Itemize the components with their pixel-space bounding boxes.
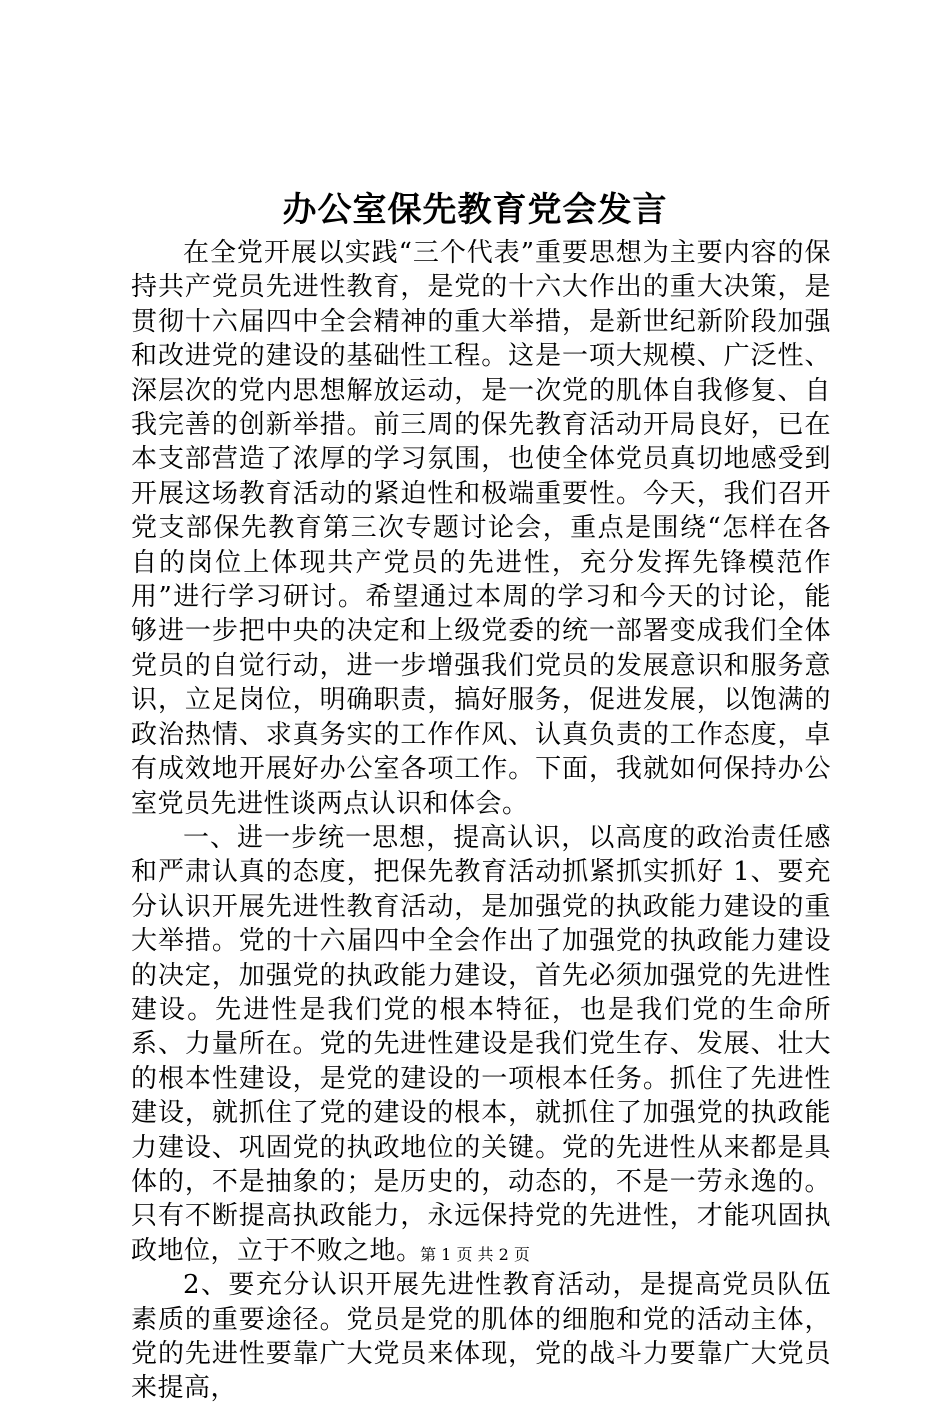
document-body [131, 236, 831, 1406]
paragraph-point-two: 2、要充分认识开展先进性教育活动，是提高党员队伍素质的重要途径。党员是党的肌体的细胞和党的活动主体，党的先进性要靠广大党员来体现，党的战斗力要靠广大党员来提高， [131, 1270, 831, 1404]
document-title: 办公室保先教育党会发言 [282, 190, 668, 230]
paragraph-intro: 在全党开展以实践“三个代表”重要思想为主要内容的保持共产党员先进性教育，是党的十六大作出的重大决策，是贯彻十六届四中全会精神的重大举措，是新世纪新阶段加强和改进党的建设的基础性工程。这是一项大规模、广泛性、深层次的党内思想解放运动，是一次党的肌体自我修复、自我完善的创新举措。前三周的保先教育活动开局良好，已在本支部营造了浓厚的学习氛围，也使全体党员真切地感受到开展这场教育活动的紧迫性和极端重要性。今天，我们召开党支部保先教育第三次专题讨论会，重点是围绕“怎样在各自的岗位上体现共产党员的先进性，充分发挥先锋模范作用”进行学习研讨。希望通过本周的学习和今天的讨论，能够进一步把中央的决定和上级党委的统一部署变成我们全体党员的自觉行动，进一步增强我们党员的发展意识和服务意识，立足岗位，明确职责，搞好服务，促进发展，以饱满的政治热情、求真务实的工作作风、认真负责的工作态度，卓有成效地开展好办公室各项工作。下面，我就如何保持办公室党员先进性谈两点认识和体会。 [131, 238, 831, 819]
paragraph-section-one: 一、进一步统一思想，提高认识，以高度的政治责任感和严肃认真的态度，把保先教育活动抓紧抓实抓好 1、要充分认识开展先进性教育活动，是加强党的执政能力建设的重大举措。党的十六届四中全会作出了加强党的执政能力建设的决定，加强党的执政能力建设，首先必须加强党的先进性建设。先进性是我们党的根本特征，也是我们党的生命所系、力量所在。党的先进性建设是我们党生存、发展、壮大的根本性建设，是党的建设的一项根本任务。抓住了先进性建设，就抓住了党的建设的根本，就抓住了加强党的执政能力建设、巩固党的执政地位的关键。党的先进性从来都是具体的，不是抽象的；是历史的，动态的，不是一劳永逸的。只有不断提高执政能力，永远保持党的先进性，才能巩固执政地位，立于不败之地。 [131, 822, 831, 1266]
page-number-footer: 第 1 页 共 2 页 [420, 1245, 530, 1264]
